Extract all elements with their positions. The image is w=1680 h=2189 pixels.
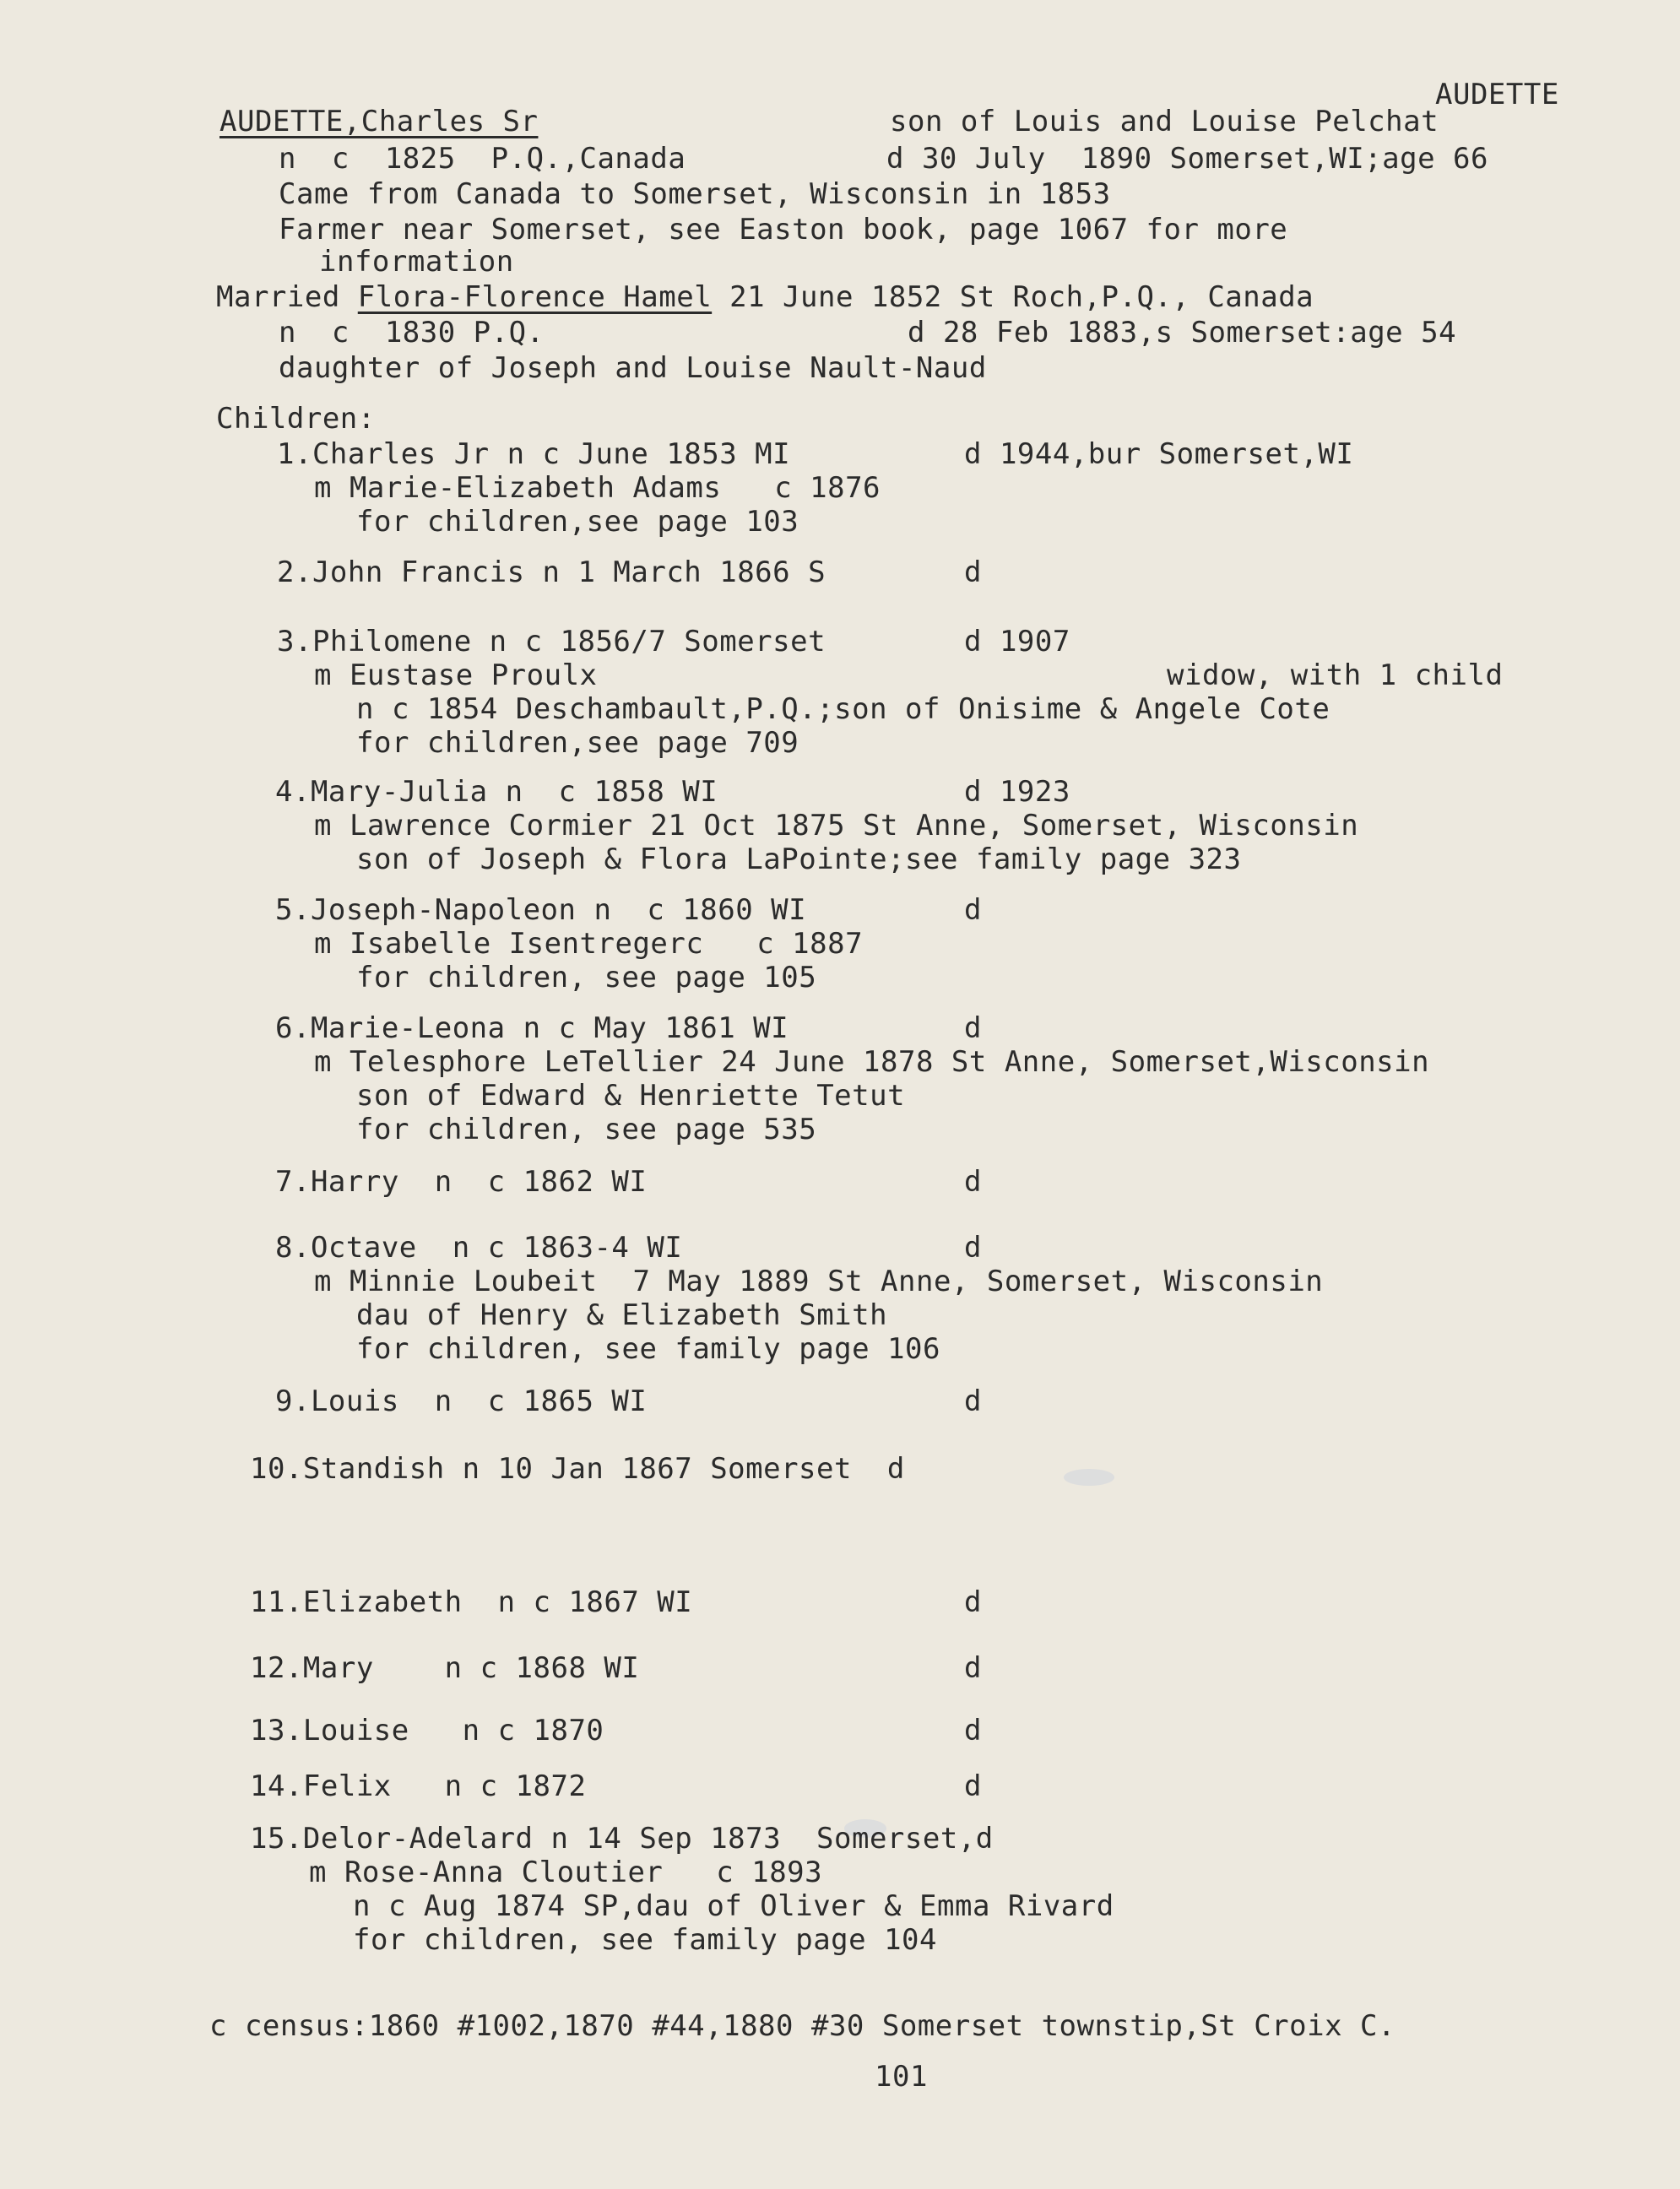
child-15-spouse-info: n c Aug 1874 SP,dau of Oliver & Emma Rivard [353,1889,1114,1923]
person-name: AUDETTE,Charles Sr [219,105,539,138]
child-2-death: d [964,555,982,589]
person-note-3: information [319,245,514,279]
spouse-birth: n c 1830 P.Q. [279,316,545,349]
child-6-marriage: m Telesphore LeTellier 24 June 1878 St Anne, Somerset,Wisconsin [314,1045,1430,1079]
person-birth: n c 1825 P.Q.,Canada [279,142,686,176]
marriage-prefix: Married [216,280,358,314]
child-9-death: d [964,1384,982,1418]
child-7-line: 7.Harry n c 1862 WI [275,1165,648,1199]
child-6-note: for children, see page 535 [356,1113,817,1146]
child-15-line: 15.Delor-Adelard n 14 Sep 1873 Somerset,d [250,1822,994,1856]
child-3-note: for children,see page 709 [356,726,799,760]
child-4-spouse-info: son of Joseph & Flora LaPointe;see family page 323 [356,843,1242,876]
person-parents: son of Louis and Louise Pelchat [890,105,1439,138]
page-number: 101 [875,2060,928,2094]
person-note-1: Came from Canada to Somerset, Wisconsin in 1853 [279,177,1111,211]
child-1-line: 1.Charles Jr n c June 1853 MI [277,437,791,471]
child-13-death: d [964,1714,982,1747]
child-11-death: d [964,1585,982,1619]
child-2-line: 2.John Francis n 1 March 1866 S [277,555,826,589]
child-8-note: for children, see family page 106 [356,1332,941,1366]
child-5-death: d [964,893,982,927]
child-4-marriage: m Lawrence Cormier 21 Oct 1875 St Anne, Somerset, Wisconsin [314,809,1359,843]
child-6-spouse-info: son of Edward & Henriette Tetut [356,1079,906,1113]
child-3-marriage: m Eustase Proulx [314,658,598,692]
child-7-death: d [964,1165,982,1199]
child-8-line: 8.Octave n c 1863-4 WI [275,1231,683,1265]
child-1-death: d 1944,bur Somerset,WI [964,437,1354,471]
marriage-details: 21 June 1852 St Roch,P.Q., Canada [712,280,1314,314]
child-14-line: 14.Felix n c 1872 [250,1769,587,1803]
child-6-death: d [964,1011,982,1045]
child-3-death: d 1907 [964,625,1070,658]
child-12-death: d [964,1651,982,1685]
child-10-line: 10.Standish n 10 Jan 1867 Somerset d [250,1452,905,1486]
child-8-spouse-info: dau of Henry & Elizabeth Smith [356,1298,888,1332]
census-note: c census:1860 #1002,1870 #44,1880 #30 Somerset townstip,St Croix C. [209,2009,1395,2043]
child-15-note: for children, see family page 104 [353,1923,938,1957]
spouse-parents: daughter of Joseph and Louise Nault-Naud [279,351,987,385]
child-14-death: d [964,1769,982,1803]
child-5-marriage: m Isabelle Isentregerc c 1887 [314,927,864,961]
child-9-line: 9.Louis n c 1865 WI [275,1384,648,1418]
child-3-spouse-info: n c 1854 Deschambault,P.Q.;son of Onisime & Angele Cote [356,692,1330,726]
person-death: d 30 July 1890 Somerset,WI;age 66 [886,142,1488,176]
child-15-marriage: m Rose-Anna Cloutier c 1893 [309,1856,823,1889]
spouse-name: Flora-Florence Hamel [357,280,713,314]
child-13-line: 13.Louise n c 1870 [250,1714,604,1747]
child-6-line: 6.Marie-Leona n c May 1861 WI [275,1011,789,1045]
person-note-2: Farmer near Somerset, see Easton book, page 1067 for more [279,213,1288,247]
ink-smudge [1064,1469,1114,1486]
child-1-note: for children,see page 103 [356,505,799,539]
children-heading: Children: [216,402,376,436]
marriage-line [216,280,1314,314]
child-11-line: 11.Elizabeth n c 1867 WI [250,1585,693,1619]
child-1-marriage: m Marie-Elizabeth Adams c 1876 [314,471,881,505]
spouse-death: d 28 Feb 1883,s Somerset:age 54 [908,316,1457,349]
child-12-line: 12.Mary n c 1868 WI [250,1651,640,1685]
child-5-note: for children, see page 105 [356,961,817,994]
child-8-marriage: m Minnie Loubeit 7 May 1889 St Anne, Somerset, Wisconsin [314,1265,1324,1298]
child-4-death: d 1923 [964,775,1070,809]
child-3-line: 3.Philomene n c 1856/7 Somerset [277,625,826,658]
child-3-widow-note: widow, with 1 child [1167,658,1504,692]
child-5-line: 5.Joseph-Napoleon n c 1860 WI [275,893,807,927]
child-8-death: d [964,1231,982,1265]
surname-tag: AUDETTE [1435,78,1559,111]
child-4-line: 4.Mary-Julia n c 1858 WI [275,775,718,809]
